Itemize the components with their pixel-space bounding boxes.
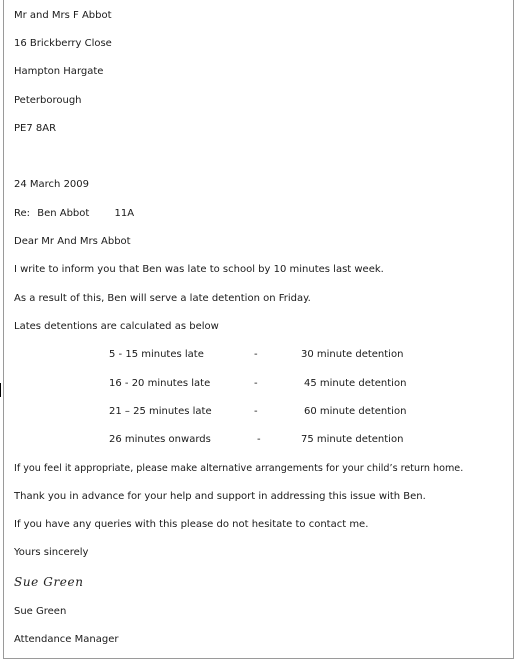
address-district: Hampton Hargate <box>14 66 104 77</box>
reference-line <box>14 208 134 220</box>
table-separator: - <box>254 349 258 360</box>
sender-name: Sue Green <box>14 606 67 617</box>
re-prefix: Re: <box>14 208 31 219</box>
sender-title: Attendance Manager <box>14 634 119 645</box>
table-separator: - <box>257 434 261 445</box>
re-form: 11A <box>114 208 135 219</box>
table-range: 26 minutes onwards <box>109 434 211 445</box>
signoff: Yours sincerely <box>14 547 89 558</box>
paragraph-thanks: Thank you in advance for your help and support in addressing this issue with Ben. <box>14 491 426 502</box>
paragraph-late-notice: I write to inform you that Ben was late to school by 10 minutes last week. <box>14 264 384 275</box>
table-separator: - <box>254 378 258 389</box>
paragraph-alternative-arrangements: If you feel it appropriate, please make alternative arrangements for your child’s return home. <box>14 463 464 474</box>
address-street: 16 Brickberry Close <box>14 38 112 49</box>
table-range: 5 - 15 minutes late <box>109 349 204 360</box>
table-range: 21 – 25 minutes late <box>109 406 212 417</box>
re-student: Ben Abbot <box>37 208 90 219</box>
table-separator: - <box>254 406 258 417</box>
address-name: Mr and Mrs F Abbot <box>14 10 112 21</box>
paragraph-calculation-intro: Lates detentions are calculated as below <box>14 321 219 332</box>
table-detention: 30 minute detention <box>301 349 404 360</box>
table-detention: 60 minute detention <box>304 406 407 417</box>
table-detention: 75 minute detention <box>301 434 404 445</box>
edge-marker <box>0 383 1 397</box>
table-range: 16 - 20 minutes late <box>109 378 211 389</box>
salutation: Dear Mr And Mrs Abbot <box>14 236 131 247</box>
address-postcode: PE7 8AR <box>14 123 57 134</box>
letter-date: 24 March 2009 <box>14 179 90 190</box>
handwritten-signature: Sue Green <box>14 575 84 589</box>
paragraph-queries: If you have any queries with this please do not hesitate to contact me. <box>14 519 369 530</box>
paragraph-detention-notice: As a result of this, Ben will serve a late detention on Friday. <box>14 293 311 304</box>
table-detention: 45 minute detention <box>304 378 407 389</box>
address-city: Peterborough <box>14 95 82 106</box>
